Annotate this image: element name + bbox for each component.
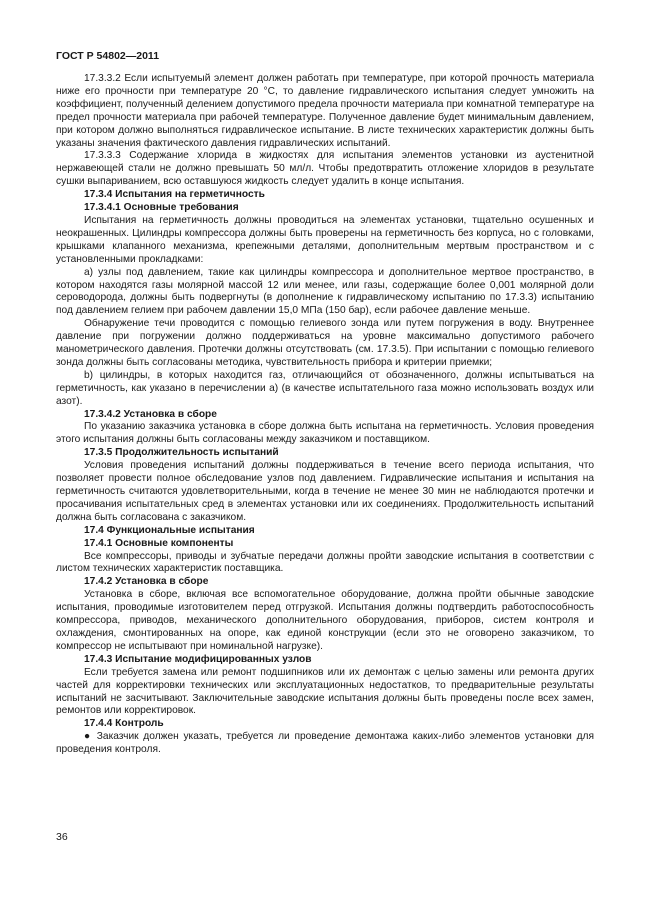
section-heading-17-4-3: 17.4.3 Испытание модифицированных узлов [84, 653, 312, 665]
paragraph-control: ● Заказчик должен указать, требуется ли проведение демонтажа каких-либо элементов установки для проведения контроля. [56, 731, 594, 756]
paragraph-17-3-3-2: 17.3.3.2 Если испытуемый элемент должен работать при температуре, при которой прочность материала ниже его прочности при температуре 20 °С, то давление гидравлического испытания следует умножить на коэффициент, полученный делением допустимого предела прочности материала при комнатной температуре на предел прочности материала при рабочей температуре. Полученное давление будет минимальным давлением, при котором должно выполняться гидравлическое испытание. В листе технических характеристик должны быть указаны значения фактического давления гидравлических испытаний. [56, 73, 594, 149]
document-body [56, 73, 594, 757]
page-number: 36 [56, 831, 68, 843]
paragraph-17-3-3-3: 17.3.3.3 Содержание хлорида в жидкостях для испытания элементов установки из аустенитной нержавеющей стали не должно превышать 50 мл/л. Чтобы предотвратить отложение хлоридов в результате сушки выпариванием, всю оставшуюся жидкость следует удалить в конце испытания. [56, 150, 594, 188]
section-heading-17-3-4: 17.3.4 Испытания на герметичность [84, 189, 265, 201]
section-heading-17-3-4-1: 17.3.4.1 Основные требования [84, 202, 239, 214]
section-heading-17-4-4: 17.4.4 Контроль [84, 718, 164, 730]
paragraph-leak-test-intro: Испытания на герметичность должны проводиться на элементах установки, тщательно осушенных и неокрашенных. Цилиндры компрессора должны быть проверены на герметичность без корпуса, но с головками, крышками клапанного механизма, крепежными деталями, дополнительным мертвым пространством и с установленными прокладками: [56, 214, 594, 265]
document-header: ГОСТ Р 54802—2011 [56, 50, 160, 62]
paragraph-test-duration: Условия проведения испытаний должны поддерживаться в течение всего периода испытания, что позволяет провести полное обследование узлов под давлением. Гидравлические испытания и испытания на герметичность считаются удовлетворительными, когда в течение не менее 30 мин не наблюдаются протечки и просачивания испытательных сред в элементах установки или их соединениях. Продолжительность испытаний должна быть согласована с заказчиком. [56, 460, 594, 523]
paragraph-assembly-tests: Установка в сборе, включая все вспомогательное оборудование, должна пройти обычные заводские испытания, проводимые изготовителем перед отгрузкой. Испытания должны подтвердить работоспособность компрессора, приводов, механического дополнительного оборудования, приборов, систем контроля и охлаждения, смонтированных на опоре, как единой конструкции (если это не оговорено заказчиком, то компрессор не испытывают при номинальной нагрузке). [56, 589, 594, 652]
section-heading-17-4: 17.4 Функциональные испытания [84, 524, 255, 536]
section-heading-17-3-5: 17.3.5 Продолжительность испытаний [84, 447, 279, 459]
section-heading-17-4-1: 17.4.1 Основные компоненты [84, 537, 234, 549]
section-heading-17-3-4-2: 17.3.4.2 Установка в сборе [84, 408, 217, 420]
paragraph-modified-units: Если требуется замена или ремонт подшипников или их демонтаж с целью замены или ремонта других частей для корректировки технических или эксплуатационных недостатков, то предварительные результаты испытаний не засчитывают. Заключительные заводские испытания должны быть проведены после всех замен, ремонтов или корректировок. [56, 666, 594, 717]
section-heading-17-4-2: 17.4.2 Установка в сборе [84, 576, 209, 588]
paragraph-main-components: Все компрессоры, приводы и зубчатые передачи должны пройти заводские испытания в соответствии с листом технических характеристик поставщика. [56, 550, 594, 575]
list-item-b: b) цилиндры, в которых находится газ, отличающийся от обозначенного, должны испытываться на герметичность, как указано в перечислении а) (в качестве испытательного газа можно использовать воздух или азот). [56, 369, 594, 407]
paragraph-assembly-leak-test: По указанию заказчика установка в сборе должна быть испытана на герметичность. Условия проведения этого испытания должны быть согласованы между заказчиком и поставщиком. [56, 421, 594, 446]
list-item-a: a) узлы под давлением, такие как цилиндры компрессора и дополнительное мертвое пространство, в котором находятся газы молярной массой 12 или менее, или газы, содержащие более 0,001 молярной доли сероводорода, должны быть подвергнуты (в дополнение к гидравлическому испытанию по 17.3.3) испытанию под давлением гелием при рабочем давлении 15,0 МПа (150 бар), если рабочее давление меньше. [56, 266, 594, 317]
paragraph-leak-detection: Обнаружение течи проводится с помощью гелиевого зонда или путем погружения в воду. Внутреннее давление при погружении должно поддерживаться на уровне максимально допустимого рабочего манометрического давления. Протечки должны отсутствовать (см. 17.3.5). При испытании с помощью гелиевого зонда должны быть согласованы методика, чувствительность прибора и критерии приемки; [56, 318, 594, 368]
